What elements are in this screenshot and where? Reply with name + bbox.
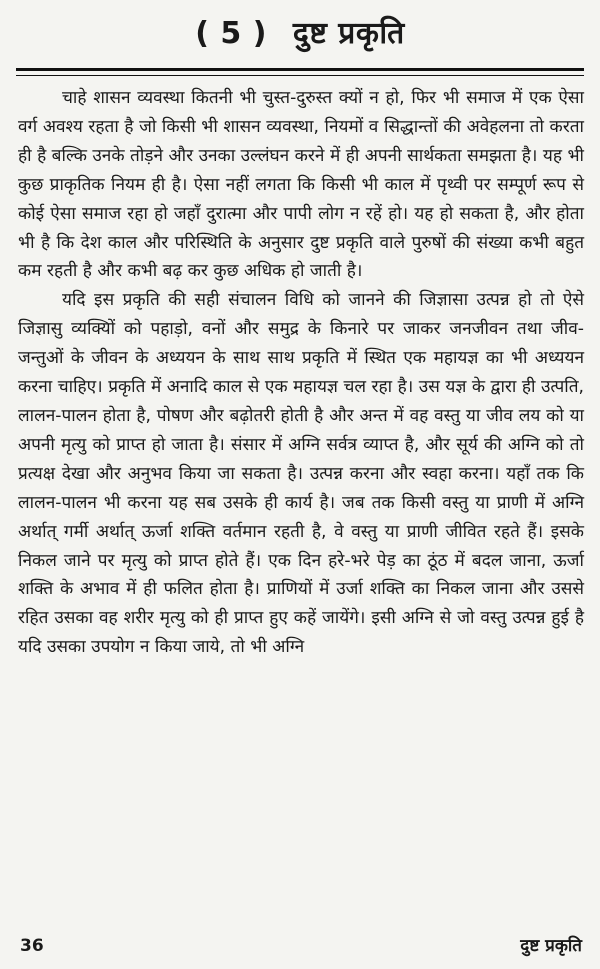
- body-text: [18, 84, 584, 662]
- paragraph-2: यदि इस प्रकृति की सही संचालन विधि को जानने की जिज्ञासा उत्पन्न हो तो ऐसे जिज्ञासु व्यक्यिों को पहाड़ो, वनों और समुद्र के किनारे पर जाकर जनजीवन तथा जीव-जन्तुओं के जीवन के अध्ययन के साथ साथ प्रकृति में स्थित एक महायज्ञ का भी अध्ययन करना चाहिए। प्रकृति में अनादि काल से एक महायज्ञ चल रहा है। उस यज्ञ के द्वारा ही उत्पति, लालन-पालन होता है, पोषण और बढ़ोतरी होती है और अन्त में वह वस्तु या जीव लय को या अपनी मृत्यु को प्राप्त हो जाता है। संसार में अग्नि सर्वत्र व्याप्त है, और सूर्य की अग्नि को तो प्रत्यक्ष देखा और अनुभव किया जा सकता है। उत्पन्न करना और स्वहा करना। यहाँ तक कि लालन-पालन भी करना यह सब उसके ही कार्य है। जब तक किसी वस्तु या प्राणी में अग्नि अर्थात् गर्मी अर्थात् ऊर्जा शक्ति वर्तमान रहती है, वे वस्तु या प्राणी जीवित रहते हैं। इसके निकल जाने पर मृत्यु को प्राप्त होते हैं। एक दिन हरे-भरे पेड़ का ठूंठ में बदल जाना, ऊर्जा शक्ति के अभाव में ही फलित होता है। प्राणियों में उर्जा शक्ति का निकल जाना और उससे रहित उसका वह शरीर मृत्यु को ही प्राप्त हुए कहें जायेंगे। इसी अग्नि से जो वस्तु उत्पन्न हुई है यदि उसका उपयोग न किया जाये, तो भी अग्नि: [18, 290, 584, 658]
- chapter-heading: [0, 14, 600, 54]
- paragraph-1: चाहे शासन व्यवस्था कितनी भी चुस्त-दुरुस्त क्यों न हो, फिर भी समाज में एक ऐसा वर्ग अवश्य रहता है जो किसी भी शासन व्यवस्था, नियमों व सिद्धान्तों की अवेहलना तो करता ही है बल्कि उनके तोड़ने और उनका उल्लंघन करने में ही अपनी सार्थकता समझता है। यह भी कुछ प्राकृतिक नियम ही है। ऐसा नहीं लगता कि किसी भी काल में पृथ्वी पर सम्पूर्ण रूप से कोई ऐसा समाज रहा हो जहाँ दुरात्मा और पापी लोग न रहें हो। यह हो सकता है, और होता भी है कि देश काल और परिस्थिति के अनुसार दुष्ट प्रकृति वाले पुरुषों की संख्या कभी बहुत कम रहती है और कभी बढ़ कर कुछ अधिक हो जाती है।: [18, 88, 584, 282]
- heading-rule-thin: [16, 75, 584, 76]
- chapter-number: ( 5 ): [195, 16, 267, 51]
- running-title: दुष्ट प्रकृति: [520, 936, 582, 956]
- heading-rule-thick: [16, 68, 584, 71]
- chapter-title: दुष्ट प्रकृति: [292, 16, 405, 51]
- page-number: 36: [20, 936, 44, 956]
